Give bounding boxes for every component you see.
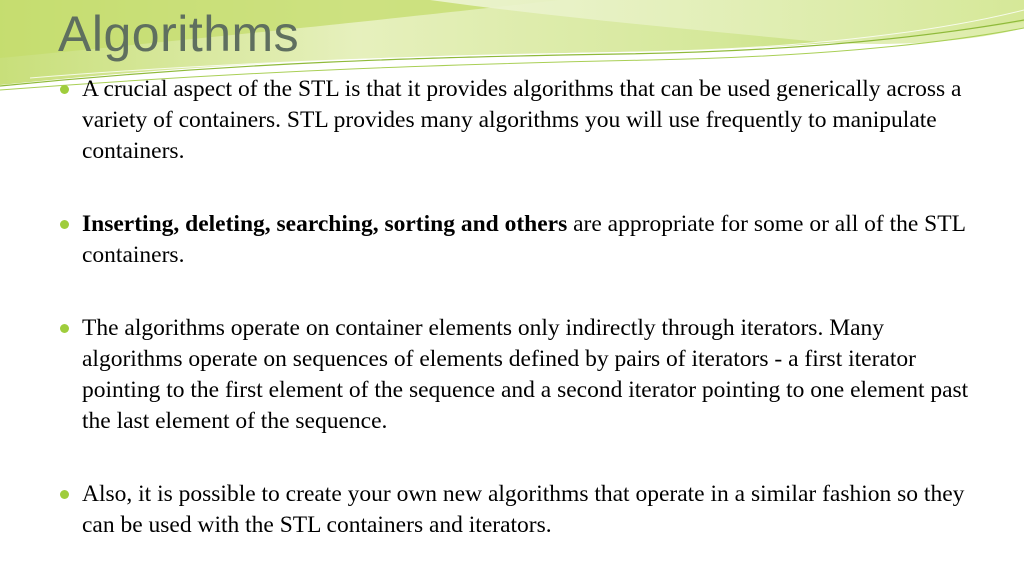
slide-title: Algorithms (58, 6, 300, 62)
bullet-text: The algorithms operate on container elements only indirectly through iterators. Many algorithms operate on sequences of elements defined by pairs of iterators - a first iterator pointing to the first element of the sequence and a second iterator pointing to one element past the last element of the sequence. (82, 315, 969, 434)
bullet-bold-text: Inserting, deleting, searching, sorting and others (82, 211, 568, 237)
bullet-text: Also, it is possible to create your own new algorithms that operate in a similar fashion so they can be used with the STL containers and iterators. (82, 481, 965, 538)
bullet-list (58, 74, 988, 541)
bullet-item (58, 313, 988, 437)
bullet-dot-icon (60, 490, 69, 499)
bullet-dot-icon (60, 220, 69, 229)
bullet-text: A crucial aspect of the STL is that it provides algorithms that can be used generically across a variety of containers. STL provides many algorithms you will use frequently to manipulate containers. (82, 76, 962, 164)
bullet-item (58, 74, 988, 167)
bullet-item (58, 209, 988, 271)
bullet-text: are appropriate for some or all of the STL containers. (82, 211, 966, 268)
bullet-item (58, 479, 988, 541)
bullet-dot-icon (60, 324, 69, 333)
bullet-dot-icon (60, 85, 69, 94)
